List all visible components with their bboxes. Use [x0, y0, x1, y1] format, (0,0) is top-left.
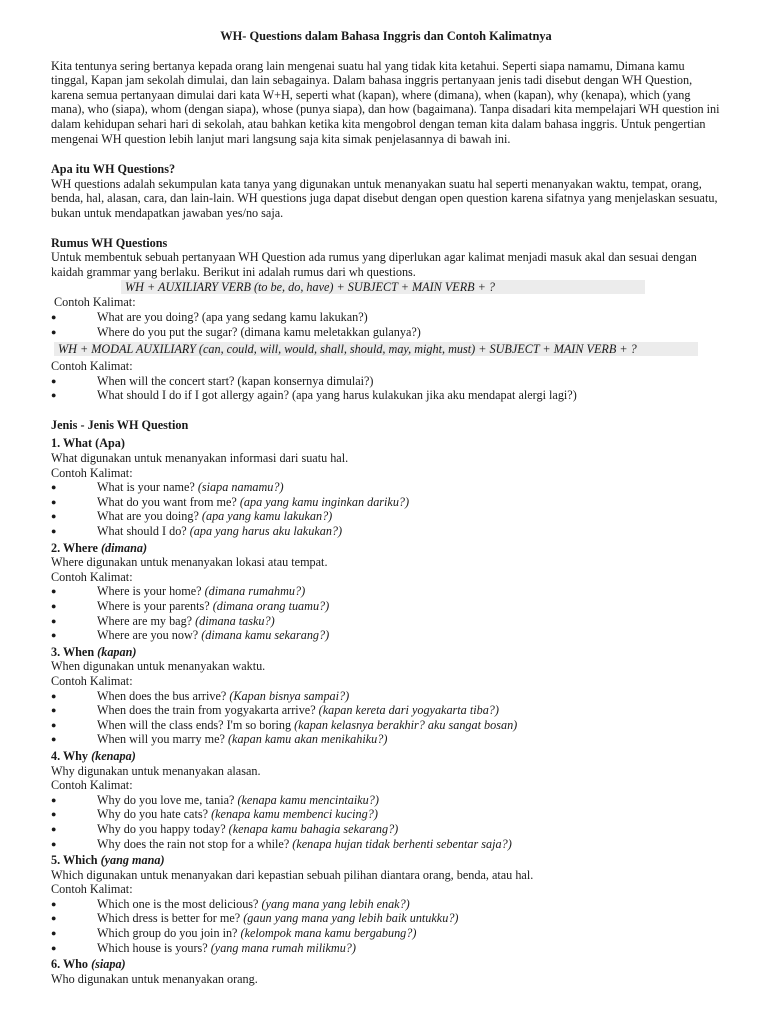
wh-type-desc: Why digunakan untuk menanyakan alasan. [51, 763, 261, 778]
list-item [51, 807, 721, 822]
example-list [51, 793, 721, 851]
example-english: Which group do you join in? [97, 926, 241, 941]
section-rumus [51, 236, 721, 403]
list-item: ● What are you doing? (apa yang sedang kamu lakukan?) [51, 310, 721, 325]
wh-type-block [51, 749, 721, 851]
example-english: Which house is yours? [97, 940, 211, 955]
contoh-label: Contoh Kalimat: [51, 359, 133, 374]
example-english: When does the bus arrive? [97, 688, 230, 703]
wh-type-label: 3. When [51, 644, 98, 659]
contoh-label: Contoh Kalimat: [51, 673, 133, 688]
example-list [51, 689, 721, 747]
wh-type-heading [51, 853, 721, 868]
wh-type-meaning: (kenapa) [91, 748, 136, 763]
example-translation: (kenapa kamu bahagia sekarang?) [228, 821, 399, 836]
contoh-label: Contoh Kalimat: [51, 569, 133, 584]
page-title: WH- Questions dalam Bahasa Inggris dan Contoh Kalimatnya [220, 29, 552, 43]
example-english: Where is your parents? [97, 599, 213, 613]
example-english: Where are my bag? [97, 613, 196, 628]
list-item [51, 689, 721, 704]
wh-type-block [51, 957, 721, 986]
document-page [51, 29, 721, 986]
wh-type-label: 2. Where [51, 540, 101, 555]
wh-type-label: 4. Why [51, 748, 92, 763]
example-translation: (apa yang harus aku lakukan?) [189, 524, 343, 539]
example-translation: (kenapa hujan tidak berhenti sebentar saja?) [292, 836, 512, 851]
wh-type-desc: What digunakan untuk menanyakan informasi dari suatu hal. [51, 451, 349, 466]
list-item [51, 732, 721, 747]
example-translation: (yang mana rumah milikmu?) [210, 940, 356, 955]
example-english: What are you doing? [97, 509, 202, 524]
wh-type-block [51, 541, 721, 643]
example-translation: (Kapan bisnya sampai?) [229, 688, 350, 703]
wh-type-desc: Who digunakan untuk menanyakan orang. [51, 971, 258, 986]
wh-type-block [51, 853, 721, 955]
list-item [51, 599, 721, 614]
example-list [51, 374, 721, 403]
wh-type-meaning: (dimana) [101, 540, 148, 555]
list-item [51, 718, 721, 733]
contoh-label: Contoh Kalimat: [51, 778, 133, 793]
example-translation: (kapan kamu akan menikahiku?) [227, 732, 388, 747]
example-list [51, 480, 721, 538]
example-translation: (apa yang kamu lakukan?) [201, 509, 333, 524]
wh-type-meaning: (siapa) [91, 957, 126, 972]
example-english: Which one is the most delicious? [97, 896, 262, 911]
section-text: WH questions adalah sekumpulan kata tanya yang digunakan untuk menanyakan suatu hal seperti menanyakan waktu, tempat, orang, benda, hal, alasan, cara, dan lain-lain. WH questions juga dapat disebut dengan open question karena sifatnya yang menjelaskan sesuatu, bukan untuk mendapatkan jawaban yes/no saja. [51, 176, 718, 220]
list-item [51, 911, 721, 926]
section-heading: Jenis - Jenis WH Question [51, 417, 189, 432]
list-item [51, 837, 721, 852]
example-translation: (dimana kamu sekarang?) [201, 628, 330, 643]
section-text: Untuk membentuk sebuah pertanyaan WH Question ada rumus yang diperlukan agar kalimat menjadi masuk akal dan sesuai dengan kaidah grammar yang berlaku. Berikut ini adalah rumus dari wh questions. [51, 250, 697, 279]
contoh-label: Contoh Kalimat: [51, 465, 133, 480]
list-item: ● When will the concert start? (kapan konsernya dimulai?) [51, 374, 721, 389]
example-translation: (yang mana yang lebih enak?) [261, 896, 410, 911]
example-list [51, 584, 721, 642]
wh-type-block [51, 645, 721, 747]
wh-type-meaning: (yang mana) [100, 853, 165, 868]
example-translation: (gaun yang mana yang lebih baik untukku?) [243, 911, 459, 926]
formula-box: WH + AUXILIARY VERB (to be, do, have) + SUBJECT + MAIN VERB + ? [121, 280, 645, 294]
example-translation: (kapan kelasnya berakhir? aku sangat bosan) [294, 717, 518, 732]
example-translation: (siapa namamu?) [197, 480, 284, 495]
list-item [51, 614, 721, 629]
section-heading: Rumus WH Questions [51, 235, 168, 250]
list-item [51, 480, 721, 495]
list-item [51, 926, 721, 941]
contoh-label: Contoh Kalimat: [51, 882, 133, 897]
jenis-list [51, 436, 721, 986]
example-english: What should I do? [97, 524, 190, 539]
list-item [51, 897, 721, 912]
example-english: When does the train from yogyakarta arrive? [97, 703, 319, 718]
wh-type-desc: Which digunakan untuk menanyakan dari kepastian sebuah pilihan diantara orang, benda, atau hal. [51, 867, 534, 882]
wh-type-label: 6. Who [51, 957, 92, 972]
example-english: What is your name? [97, 480, 198, 495]
wh-type-heading [51, 645, 721, 660]
formula-box: WH + MODAL AUXILIARY (can, could, will, would, shall, should, may, might, must) + SUBJECT + MAIN VERB + ? [54, 342, 698, 356]
wh-type-meaning: (Apa) [95, 436, 125, 451]
example-translation: (dimana tasku?) [195, 613, 275, 628]
example-english: Why do you love me, tania? [97, 792, 238, 807]
section-heading: Apa itu WH Questions? [51, 162, 176, 177]
list-item [51, 584, 721, 599]
list-item [51, 628, 721, 643]
wh-type-heading [51, 436, 721, 451]
example-translation: (kenapa kamu membenci kucing?) [211, 807, 378, 822]
example-translation: (apa yang kamu inginkan dariku?) [239, 494, 410, 509]
wh-type-heading [51, 541, 721, 556]
example-english: When will you marry me? [97, 732, 228, 747]
wh-type-label: 1. What [51, 436, 96, 451]
example-list [51, 897, 721, 955]
wh-type-desc: Where digunakan untuk menanyakan lokasi atau tempat. [51, 555, 328, 570]
section-jenis [51, 418, 721, 987]
contoh-label: Contoh Kalimat: [54, 295, 136, 310]
list-item [51, 793, 721, 808]
example-english: Which dress is better for me? [97, 911, 244, 926]
example-english: Why do you happy today? [97, 821, 229, 836]
section-apa [51, 162, 721, 220]
example-english: Why do you hate cats? [97, 807, 212, 822]
wh-type-block [51, 436, 721, 538]
example-english: Why does the rain not stop for a while? [97, 836, 293, 851]
example-english: Where is your home? [97, 584, 205, 599]
wh-type-heading [51, 957, 721, 972]
list-item: ● What should I do if I got allergy again? (apa yang harus kulakukan jika aku mendapat alergi lagi?) [51, 388, 721, 403]
list-item: ● Where do you put the sugar? (dimana kamu meletakkan gulanya?) [51, 325, 721, 340]
example-english: What do you want from me? [97, 494, 240, 509]
example-english: When will the class ends? I'm so boring [97, 717, 295, 732]
wh-type-label: 5. Which [51, 853, 101, 868]
example-translation: (kelompok mana kamu bergabung?) [240, 926, 417, 941]
wh-type-meaning: (kapan) [97, 644, 137, 659]
wh-type-desc: When digunakan untuk menanyakan waktu. [51, 659, 266, 674]
example-translation: (dimana rumahmu?) [204, 584, 306, 599]
example-list [51, 310, 721, 339]
list-item [51, 941, 721, 956]
wh-type-heading [51, 749, 721, 764]
example-english: Where are you now? [97, 628, 202, 643]
example-translation: (kapan kereta dari yogyakarta tiba?) [318, 703, 499, 718]
list-item [51, 509, 721, 524]
list-item [51, 495, 721, 510]
list-item [51, 524, 721, 539]
example-translation: (dimana orang tuamu?) [212, 599, 330, 613]
intro-paragraph: Kita tentunya sering bertanya kepada orang lain mengenai suatu hal yang tidak kita ketahui. Seperti siapa namamu, Dimana kamu tinggal, Kapan jam sekolah dimulai, dan lain sebagainya. Dalam bahasa inggris pertanyaan jenis tadi disebut dengan WH Question, karena semua pertanyaan dimulai dari kata W+H, seperti what (kapan), where (dimana), when (kapan), why (kenapa), which (yang mana), who (siapa), whom (dengan siapa), whose (punya siapa), dan how (bagaimana). Tanpa disadari kita mempelajari WH question ini dalam kehidupan sehari hari di sekolah, atau bahkan ketika kita mengobrol dengan teman kita dalam bahasa inggris. Untuk pengertian mengenai WH question lebih lanjut mari langsung saja kita simak penjelasannya di bawah ini. [51, 58, 720, 146]
example-translation: (kenapa kamu mencintaiku?) [237, 792, 379, 807]
list-item [51, 822, 721, 837]
list-item [51, 703, 721, 718]
